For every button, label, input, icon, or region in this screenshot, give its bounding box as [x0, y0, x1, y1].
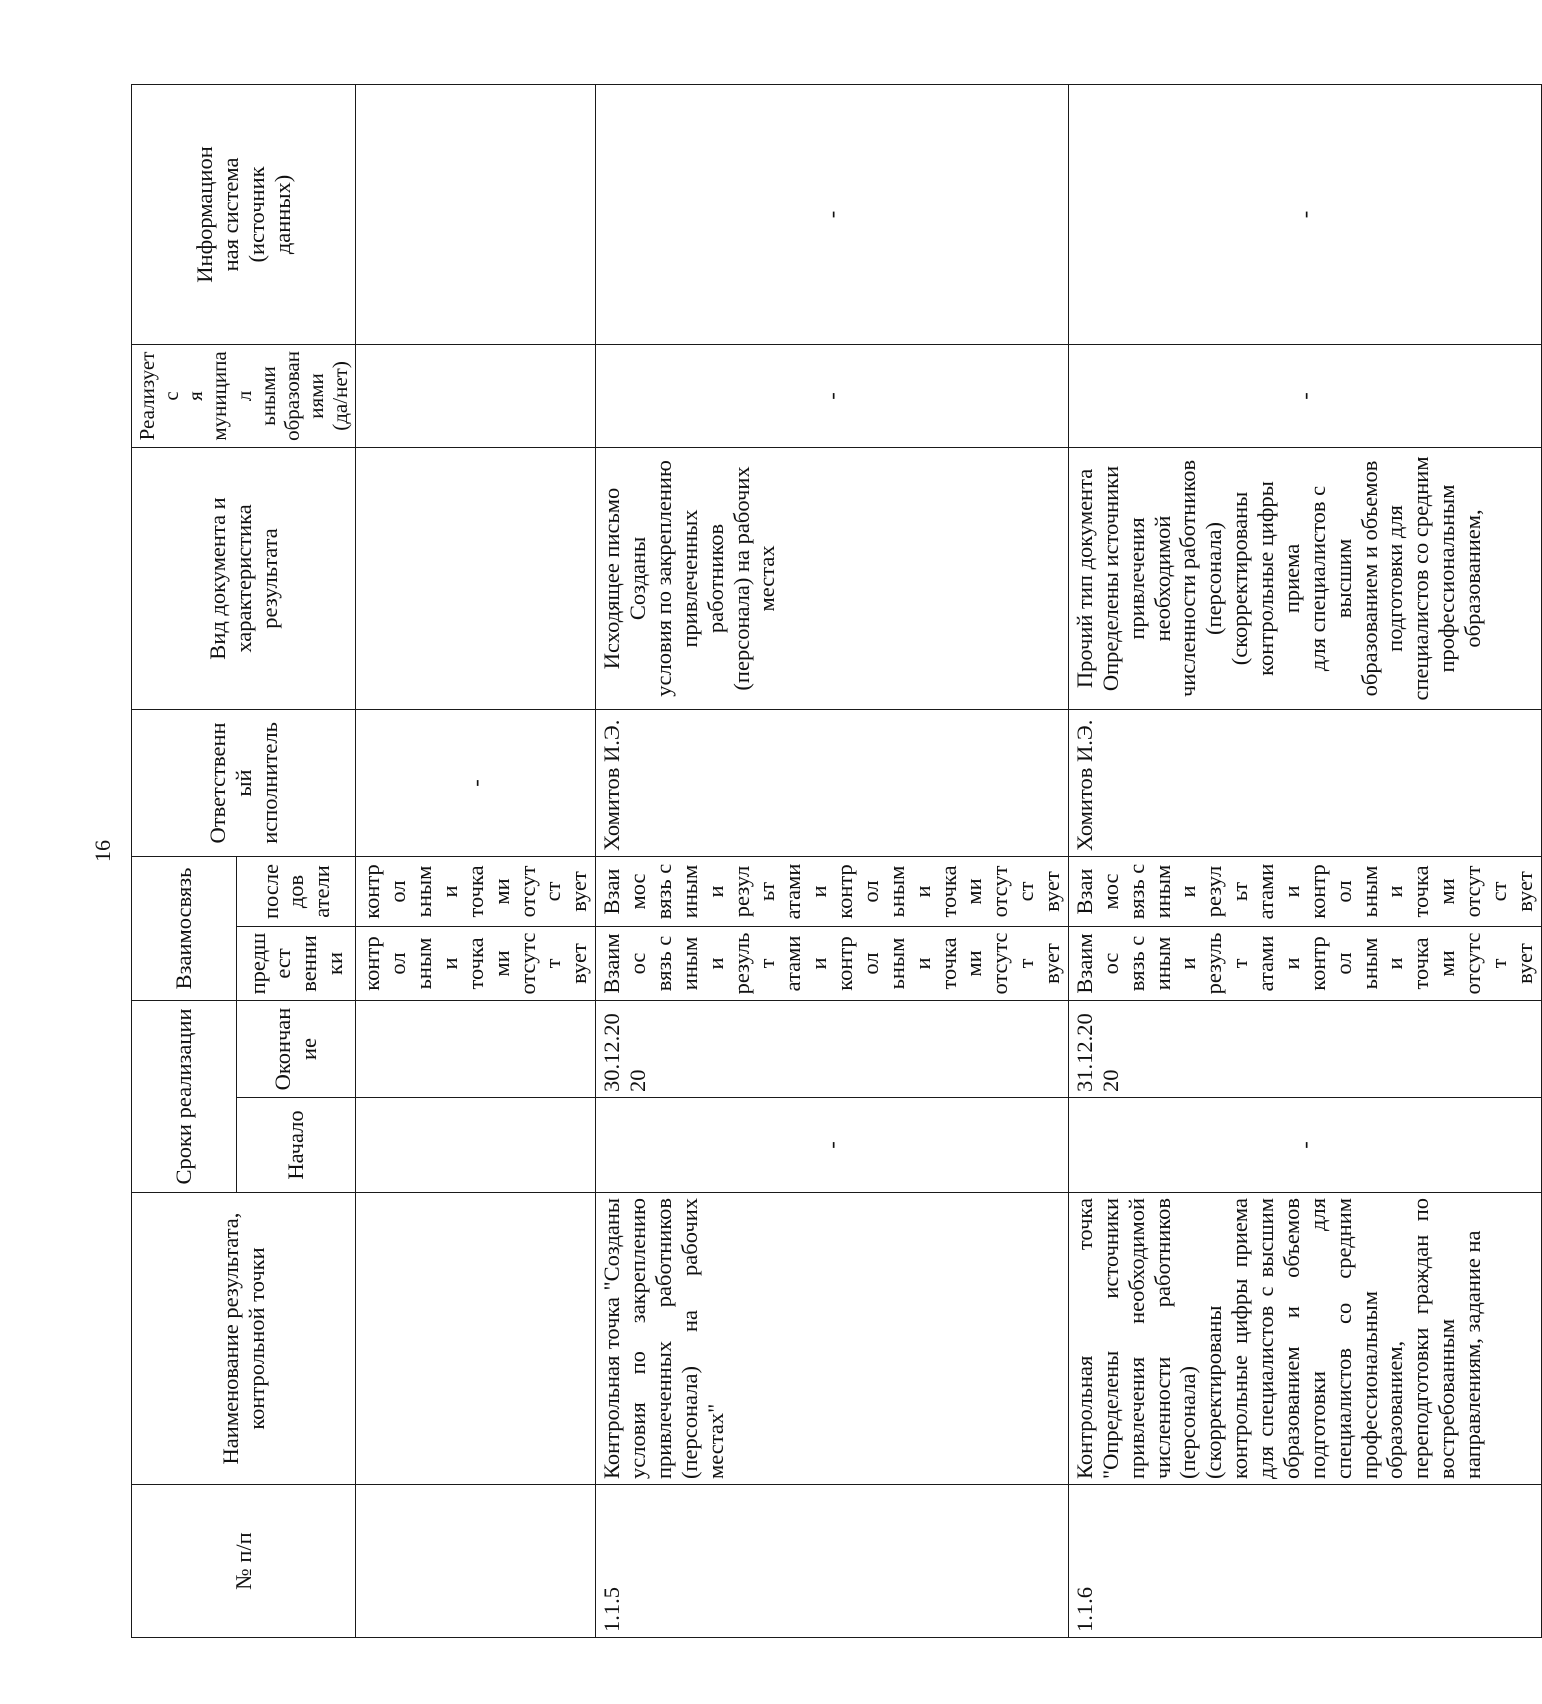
header-start: Начало — [237, 1098, 356, 1193]
header-number: № п/п — [132, 1485, 356, 1638]
row-predecessors: Взаимос вязь с иными результ атами и контрол ьными точками отсутст вует — [1068, 926, 1541, 1000]
header-responsible: Ответственный исполнитель — [132, 709, 356, 856]
row-document: Исходящее письмо Созданы условия по закреплению привлеченных работников (персонала) на рабочих местах — [596, 447, 1069, 709]
row-end: 30.12.2020 — [596, 1000, 1069, 1097]
header-result-name: Наименование результата, контрольной точки — [132, 1193, 356, 1485]
header-end: Окончание — [237, 1000, 356, 1097]
header-municipal: Реализуетс я муниципал ьными образован иями (да/нет) — [132, 344, 356, 447]
row-end: 31.12.2020 — [1068, 1000, 1541, 1097]
table-row — [1068, 84, 1541, 1637]
row-start: - — [596, 1098, 1069, 1193]
row-start — [356, 1098, 596, 1193]
implementation-plan-table — [131, 84, 1542, 1638]
header-document-type: Вид документа и характеристика результата — [132, 447, 356, 709]
row-successors: Взаимос вязь с иными результ атами и контрол ьными точками отсутст вует — [1068, 856, 1541, 926]
table-row — [356, 84, 596, 1637]
row-municipal: - — [596, 344, 1069, 447]
header-implementation-terms: Сроки реализации — [132, 1000, 237, 1192]
row-document — [356, 447, 596, 709]
row-responsible: Хомитов И.Э. — [1068, 709, 1541, 856]
row-responsible: Хомитов И.Э. — [596, 709, 1069, 856]
header-relationship: Взаимосвязь — [132, 856, 237, 1000]
row-info-system — [356, 84, 596, 344]
table-row — [596, 84, 1069, 1637]
row-predecessors: Взаимос вязь с иными результ атами и контрол ьными точками отсутст вует — [596, 926, 1069, 1000]
header-info-system: Информацион ная система (источник данных) — [132, 84, 356, 344]
page-number: 16 — [90, 840, 115, 862]
row-number: 1.1.5 — [596, 1485, 1069, 1638]
row-number: 1.1.6 — [1068, 1485, 1541, 1638]
header-predecessors: предшест венники — [237, 926, 356, 1000]
row-municipal: - — [1068, 344, 1541, 447]
rotated-table-page — [131, 85, 1537, 1638]
row-start: - — [1068, 1098, 1541, 1193]
row-successors: контрол ьными точками отсутст вует — [356, 856, 596, 926]
row-document: Прочий тип документа Определены источники привлечения необходимой численности работников (персонала) (скорректированы контрольные цифры приема для специалистов с высшим образованием и объемов подготовки для специалистов со средним профессиональным образованием, — [1068, 447, 1541, 709]
row-municipal — [356, 344, 596, 447]
row-name: Контрольная точка "Созданы условия по закреплению привлеченных работников (персонала) на рабочих местах" — [596, 1193, 1069, 1485]
row-end — [356, 1000, 596, 1097]
row-number — [356, 1485, 596, 1638]
row-info-system: - — [596, 84, 1069, 344]
header-successors: последов атели — [237, 856, 356, 926]
row-predecessors: контрол ьными точками отсутст вует — [356, 926, 596, 1000]
row-responsible: - — [356, 709, 596, 856]
row-name — [356, 1193, 596, 1485]
row-info-system: - — [1068, 84, 1541, 344]
row-successors: Взаимос вязь с иными результ атами и контрол ьными точками отсутст вует — [596, 856, 1069, 926]
row-name: Контрольная точка "Определены источники привлечения необходимой численности работников (персонала) (скорректированы контрольные цифры приема для специалистов с высшим образованием и объемов подготовки для специалистов со средним профессиональным образованием, переподготовки граждан по востребованным направлениям, задание на — [1068, 1193, 1541, 1485]
